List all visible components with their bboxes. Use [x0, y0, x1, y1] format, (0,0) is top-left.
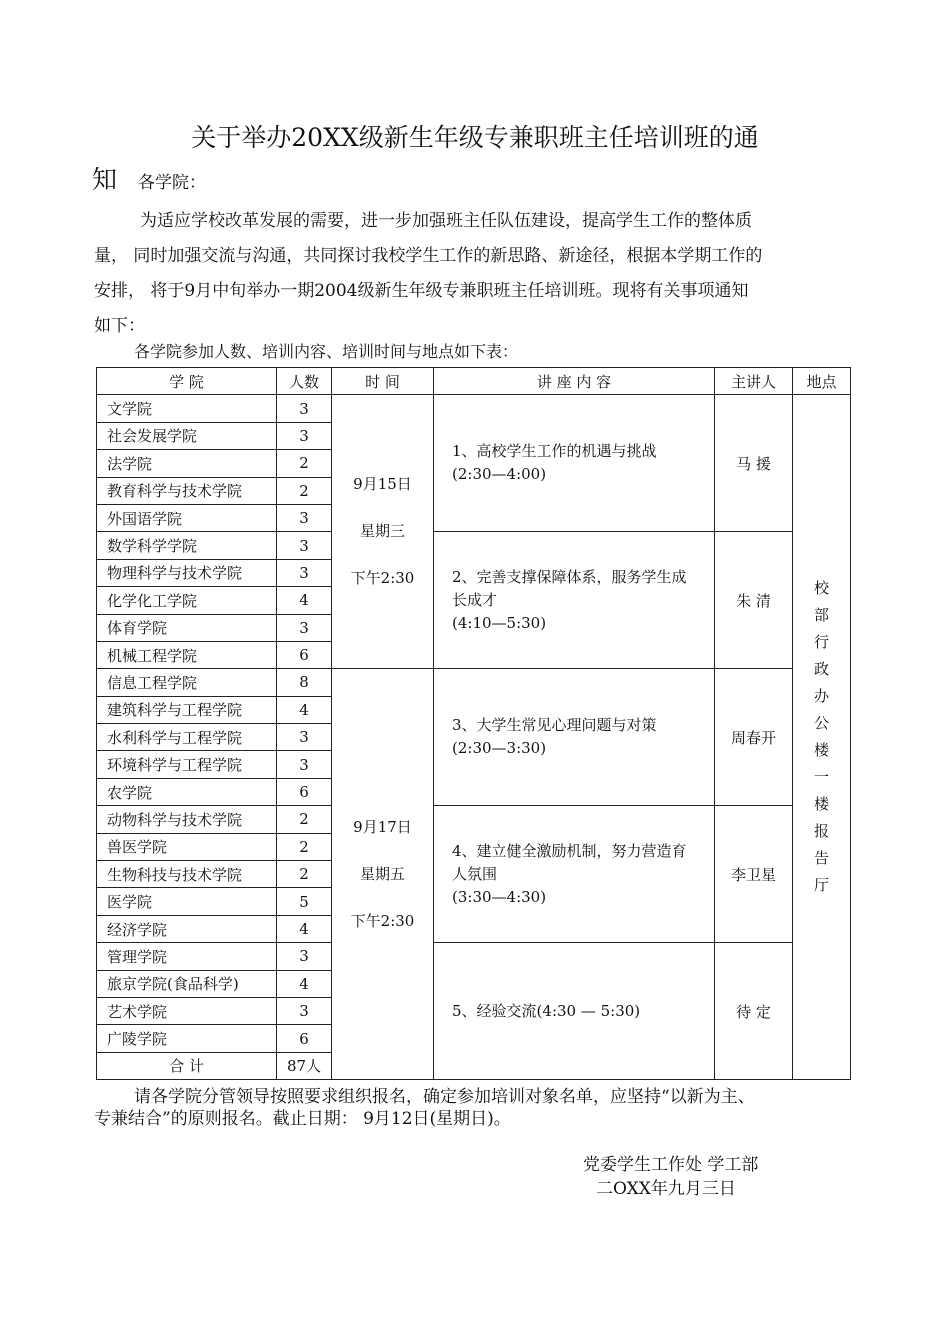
- lecture-title: 1、高校学生工作的机遇与挑战: [452, 442, 657, 461]
- college-name: 农学院: [97, 778, 277, 805]
- college-name: 化学化工学院: [97, 587, 277, 614]
- header-count: 人数: [277, 368, 332, 395]
- session-date: 9月15日: [353, 475, 412, 494]
- venue-cell: [793, 395, 851, 1080]
- document-title: 关于举办20XX级新生年级专兼职班主任培训班的通: [191, 123, 759, 152]
- session-time: [332, 395, 434, 669]
- college-name: 管理学院: [97, 943, 277, 970]
- table-row: [97, 395, 851, 422]
- lecture-cell: [434, 532, 715, 669]
- signature-date: 二OXX年九月三日: [596, 1179, 736, 1199]
- header-place: 地点: [793, 368, 851, 395]
- college-count: 4: [277, 696, 332, 723]
- salutation: 各学院：: [138, 173, 206, 193]
- body-paragraph: [94, 204, 862, 344]
- session-start: 下午2:30: [350, 911, 415, 930]
- venue-char: 行: [813, 633, 829, 652]
- table-row: [97, 806, 851, 833]
- lecture-time: (3:30—4:30): [452, 887, 547, 906]
- college-count: 2: [277, 450, 332, 477]
- footer-note-line1: 请各学院分管领导按照要求组织报名，确定参加培训对象名单，应坚持“以新为主、: [134, 1087, 755, 1107]
- college-name: 广陵学院: [97, 1025, 277, 1052]
- lecture-title: 3、大学生常见心理问题与对策: [452, 716, 657, 735]
- lecture-cell: [434, 943, 715, 1080]
- lecture-cell: [434, 395, 715, 532]
- college-count: 6: [277, 641, 332, 668]
- college-count: 6: [277, 778, 332, 805]
- lecture-title: 2、完善支撑保障体系，服务学生成 长成才: [452, 567, 687, 609]
- venue-char: 告: [813, 849, 829, 868]
- college-count: 3: [277, 724, 332, 751]
- lecture-speaker: 待 定: [715, 943, 793, 1080]
- footer-note-line2: 专兼结合”的原则报名。截止日期： 9月12日(星期日)。: [94, 1109, 511, 1129]
- venue-char: 办: [813, 687, 829, 706]
- college-count: 3: [277, 559, 332, 586]
- paragraph-line: 如下：: [94, 316, 145, 336]
- college-name: 艺术学院: [97, 997, 277, 1024]
- venue-char: 部: [813, 606, 829, 625]
- college-count: 3: [277, 504, 332, 531]
- table-row: [97, 532, 851, 559]
- college-count: 4: [277, 915, 332, 942]
- lecture-speaker: 周春开: [715, 669, 793, 806]
- lecture-time: (2:30—3:30): [452, 739, 547, 758]
- venue-char: 楼: [813, 741, 829, 760]
- lecture-cell: [434, 669, 715, 806]
- college-name: 生物科技与技术学院: [97, 861, 277, 888]
- table-row: [97, 669, 851, 696]
- header-speaker: 主讲人: [715, 368, 793, 395]
- venue-char: 一: [813, 768, 829, 787]
- session-start: 下午2:30: [350, 569, 415, 588]
- college-count: 4: [277, 587, 332, 614]
- college-name: 建筑科学与工程学院: [97, 696, 277, 723]
- college-count: 3: [277, 532, 332, 559]
- paragraph-line: 量， 同时加强交流与沟通，共同探讨我校学生工作的新思路、新途径，根据本学期工作的: [94, 246, 763, 266]
- venue-char: 政: [813, 660, 829, 679]
- college-count: 3: [277, 943, 332, 970]
- college-name: 信息工程学院: [97, 669, 277, 696]
- college-count: 6: [277, 1025, 332, 1052]
- total-label: 合 计: [97, 1052, 277, 1079]
- college-count: 2: [277, 477, 332, 504]
- college-name: 水利科学与工程学院: [97, 724, 277, 751]
- college-name: 环境科学与工程学院: [97, 751, 277, 778]
- table-row: [97, 943, 851, 970]
- header-college: 学 院: [97, 368, 277, 395]
- college-name: 社会发展学院: [97, 422, 277, 449]
- college-count: 4: [277, 970, 332, 997]
- session-weekday: 星期三: [359, 522, 405, 541]
- signature-org: 党委学生工作处 学工部: [583, 1155, 759, 1175]
- college-name: 旅京学院(食品科学): [97, 970, 277, 997]
- venue-char: 报: [813, 822, 829, 841]
- college-name: 机械工程学院: [97, 641, 277, 668]
- college-count: 3: [277, 395, 332, 422]
- college-count: 2: [277, 833, 332, 860]
- lecture-speaker: 朱 清: [715, 532, 793, 669]
- college-count: 3: [277, 997, 332, 1024]
- college-count: 2: [277, 806, 332, 833]
- venue-char: 校: [813, 579, 829, 598]
- session-weekday: 星期五: [359, 864, 405, 883]
- college-count: 2: [277, 861, 332, 888]
- schedule-table: [96, 367, 851, 1080]
- college-name: 外国语学院: [97, 504, 277, 531]
- college-name: 体育学院: [97, 614, 277, 641]
- college-name: 医学院: [97, 888, 277, 915]
- paragraph-line: 安排， 将于9月中旬举办一期2004级新生年级专兼职班主任培训班。现将有关事项通知: [94, 281, 749, 301]
- paragraph-line: 为适应学校改革发展的需要，进一步加强班主任队伍建设，提高学生工作的整体质: [140, 211, 752, 231]
- session-time: [332, 669, 434, 1080]
- college-count: 3: [277, 751, 332, 778]
- college-name: 物理科学与技术学院: [97, 559, 277, 586]
- college-count: 8: [277, 669, 332, 696]
- college-name: 经济学院: [97, 915, 277, 942]
- table-header-row: [97, 368, 851, 395]
- lecture-speaker: 李卫星: [715, 806, 793, 943]
- total-value: 87人: [277, 1052, 332, 1079]
- college-count: 3: [277, 422, 332, 449]
- venue-char: 公: [813, 714, 829, 733]
- lecture-title: 4、建立健全激励机制，努力营造育 人氛围: [452, 841, 687, 883]
- header-lecture: 讲 座 内 容: [434, 368, 715, 395]
- lecture-time: (2:30—4:00): [452, 465, 547, 484]
- college-count: 3: [277, 614, 332, 641]
- college-name: 法学院: [97, 450, 277, 477]
- lecture-time: (4:10—5:30): [452, 613, 547, 632]
- lecture-title: 5、经验交流(4:30 — 5:30): [452, 1001, 641, 1020]
- lecture-cell: [434, 806, 715, 943]
- document-title-tail: 知: [92, 165, 118, 194]
- venue-char: 楼: [813, 795, 829, 814]
- college-name: 数学科学学院: [97, 532, 277, 559]
- table-intro: 各学院参加人数、培训内容、培训时间与地点如下表：: [134, 342, 519, 361]
- college-name: 兽医学院: [97, 833, 277, 860]
- college-name: 教育科学与技术学院: [97, 477, 277, 504]
- college-count: 5: [277, 888, 332, 915]
- header-time: 时 间: [332, 368, 434, 395]
- lecture-speaker: 马 援: [715, 395, 793, 532]
- venue-char: 厅: [813, 876, 829, 895]
- college-name: 动物科学与技术学院: [97, 806, 277, 833]
- college-name: 文学院: [97, 395, 277, 422]
- session-date: 9月17日: [353, 817, 412, 836]
